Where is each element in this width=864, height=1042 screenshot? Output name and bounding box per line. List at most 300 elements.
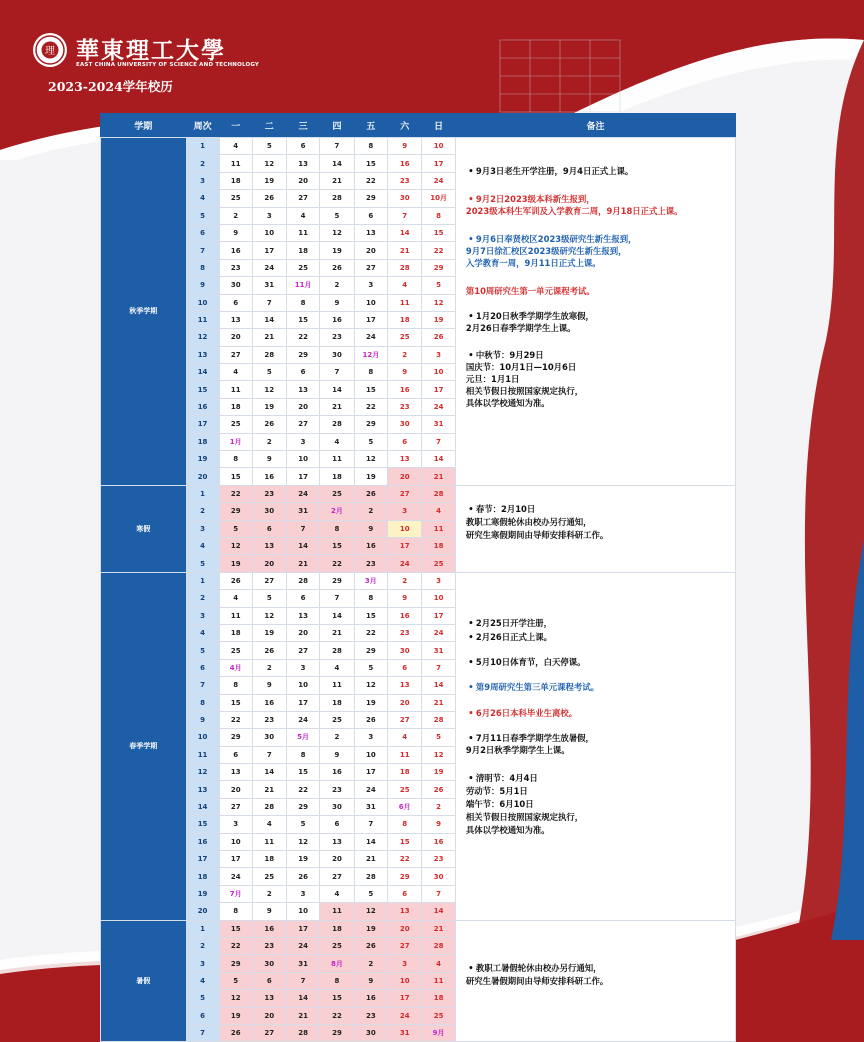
note-item: 2023级本科生军训及入学教育二周，9月18日正式上课。	[465, 206, 683, 216]
note-item: 具体以学校通知为准。	[465, 824, 550, 835]
date-cell: 24	[219, 868, 252, 885]
date-cell: 23	[252, 485, 286, 502]
date-cell: 15	[286, 311, 320, 328]
date-cell: 11	[422, 520, 456, 537]
date-cell: 25	[422, 1007, 456, 1024]
date-cell: 14	[286, 537, 320, 554]
date-cell: 6	[286, 590, 320, 607]
date-cell: 17	[422, 381, 456, 398]
header-fri: 五	[354, 113, 388, 138]
note-item: 第10周研究生第一单元课程考试。	[465, 286, 595, 296]
date-cell: 4	[320, 885, 354, 902]
date-cell: 26	[286, 868, 320, 885]
note-item: • 7月11日春季学期学生放暑假，	[468, 732, 594, 743]
date-cell: 4	[320, 433, 354, 450]
date-cell: 31	[286, 955, 320, 972]
date-cell: 25	[388, 781, 422, 798]
date-cell: 21	[252, 329, 286, 346]
date-cell: 10	[422, 364, 456, 381]
date-cell: 2	[320, 277, 354, 294]
date-cell: 14	[252, 764, 286, 781]
date-cell: 15	[219, 468, 252, 485]
date-cell: 30	[354, 1024, 388, 1041]
date-cell: 8	[286, 294, 320, 311]
date-cell: 30	[252, 955, 286, 972]
note-item: 9月2日秋季学期学生上课。	[465, 744, 570, 755]
term-label: 春季学期	[101, 572, 187, 920]
date-cell: 7	[422, 659, 456, 676]
note-item: • 9月3日老生开学注册，9月4日正式上课。	[468, 166, 634, 176]
week-number: 17	[186, 851, 219, 868]
date-cell: 11	[252, 833, 286, 850]
week-number: 16	[186, 398, 219, 415]
note-item: • 2月26日正式上课。	[468, 631, 552, 642]
date-cell: 17	[422, 155, 456, 172]
date-cell: 4	[422, 955, 456, 972]
date-cell: 19	[422, 764, 456, 781]
date-cell: 11	[219, 155, 252, 172]
date-cell: 4	[252, 816, 286, 833]
date-cell: 29	[422, 259, 456, 276]
date-cell: 24	[388, 1007, 422, 1024]
date-cell: 23	[354, 555, 388, 572]
date-cell: 16	[252, 468, 286, 485]
date-cell: 4	[219, 364, 252, 381]
date-cell: 22	[422, 242, 456, 259]
date-cell: 12	[219, 990, 252, 1007]
date-cell: 19	[354, 694, 388, 711]
date-cell: 24	[422, 624, 456, 641]
date-cell: 4	[219, 138, 252, 155]
university-seal-icon	[32, 32, 68, 68]
date-cell: 4	[422, 503, 456, 520]
date-cell: 26	[320, 259, 354, 276]
week-number: 8	[186, 694, 219, 711]
date-cell: 25	[320, 485, 354, 502]
date-cell: 8	[422, 207, 456, 224]
date-cell: 27	[219, 346, 252, 363]
date-cell: 11	[320, 451, 354, 468]
notes-cell	[455, 920, 735, 1042]
date-cell: 17	[354, 311, 388, 328]
week-number: 4	[186, 624, 219, 641]
date-cell: 18	[388, 311, 422, 328]
date-cell: 10	[286, 451, 320, 468]
note-item: • 1月20日秋季学期学生放寒假，	[468, 311, 594, 321]
date-cell: 10	[354, 746, 388, 763]
note-item: • 9月6日奉贤校区2023级研究生新生报到，	[468, 234, 637, 244]
header-tue: 二	[252, 113, 286, 138]
date-cell: 12	[354, 677, 388, 694]
date-cell: 7	[252, 746, 286, 763]
university-name-cn: 華東理工大學	[76, 37, 226, 64]
date-cell: 17	[388, 990, 422, 1007]
date-cell: 21	[320, 624, 354, 641]
date-cell: 21	[354, 851, 388, 868]
week-number: 1	[186, 485, 219, 502]
date-cell: 14	[422, 677, 456, 694]
date-cell: 13	[388, 677, 422, 694]
week-number: 16	[186, 833, 219, 850]
date-cell: 20	[354, 242, 388, 259]
note-item: 2月26日春季学期学生上课。	[465, 323, 576, 333]
date-cell: 2	[354, 503, 388, 520]
date-cell: 25	[286, 259, 320, 276]
date-cell: 18	[219, 624, 252, 641]
week-number: 2	[186, 590, 219, 607]
date-cell: 17	[388, 537, 422, 554]
date-cell: 9	[320, 294, 354, 311]
date-cell: 6	[388, 885, 422, 902]
date-cell: 3	[219, 816, 252, 833]
date-cell: 21	[320, 172, 354, 189]
date-cell: 7	[252, 294, 286, 311]
date-cell: 25	[252, 868, 286, 885]
date-cell: 26	[422, 781, 456, 798]
date-cell: 13	[388, 451, 422, 468]
date-cell: 13	[286, 155, 320, 172]
date-cell: 26	[422, 329, 456, 346]
date-cell: 27	[286, 190, 320, 207]
date-cell: 23	[388, 172, 422, 189]
date-cell: 13	[286, 381, 320, 398]
date-cell: 7	[320, 364, 354, 381]
date-cell: 3月	[354, 572, 388, 589]
date-cell: 28	[354, 868, 388, 885]
date-cell: 26	[354, 485, 388, 502]
date-cell: 27	[286, 416, 320, 433]
date-cell: 7	[388, 207, 422, 224]
date-cell: 25	[320, 937, 354, 954]
date-cell: 18	[422, 537, 456, 554]
date-cell: 24	[286, 485, 320, 502]
svg-text:理: 理	[45, 46, 55, 57]
table-row	[101, 485, 736, 502]
date-cell: 22	[354, 398, 388, 415]
date-cell: 9	[354, 972, 388, 989]
note-item: • 教职工暑假轮休由校办另行通知，	[468, 962, 602, 973]
date-cell: 30	[320, 798, 354, 815]
date-cell: 5	[252, 364, 286, 381]
date-cell: 21	[252, 781, 286, 798]
date-cell: 30	[388, 190, 422, 207]
date-cell: 3	[388, 503, 422, 520]
date-cell: 13	[219, 764, 252, 781]
date-cell: 20	[219, 329, 252, 346]
date-cell: 28	[252, 798, 286, 815]
date-cell: 23	[252, 711, 286, 728]
notes-summer	[456, 921, 735, 1029]
date-cell: 3	[286, 433, 320, 450]
week-number: 9	[186, 277, 219, 294]
notes-cell	[455, 138, 735, 486]
date-cell: 21	[286, 555, 320, 572]
calendar-title: 2023-2024学年校历	[48, 79, 173, 94]
calendar-table	[100, 113, 736, 1042]
date-cell: 20	[388, 694, 422, 711]
date-cell: 5	[252, 138, 286, 155]
header-sat: 六	[388, 113, 422, 138]
week-number: 10	[186, 294, 219, 311]
date-cell: 2	[219, 207, 252, 224]
date-cell: 14	[286, 990, 320, 1007]
date-cell: 23	[388, 398, 422, 415]
date-cell: 20	[252, 1007, 286, 1024]
date-cell: 11月	[286, 277, 320, 294]
calendar-table-frame	[100, 113, 736, 1038]
date-cell: 2	[320, 729, 354, 746]
date-cell: 3	[286, 885, 320, 902]
date-cell: 21	[320, 398, 354, 415]
week-number: 6	[186, 224, 219, 241]
note-item: • 5月10日体育节，白天停课。	[468, 656, 586, 667]
week-number: 3	[186, 607, 219, 624]
date-cell: 20	[286, 398, 320, 415]
term-label: 秋季学期	[101, 138, 187, 486]
note-item: 相关节假日按照国家规定执行，	[465, 811, 584, 822]
date-cell: 28	[252, 346, 286, 363]
date-cell: 3	[388, 955, 422, 972]
date-cell: 4月	[219, 659, 252, 676]
date-cell: 11	[422, 972, 456, 989]
date-cell: 5	[354, 885, 388, 902]
week-number: 1	[186, 138, 219, 155]
date-cell: 23	[252, 937, 286, 954]
date-cell: 30	[252, 729, 286, 746]
week-number: 1	[186, 920, 219, 937]
date-cell: 10	[354, 294, 388, 311]
date-cell: 24	[388, 555, 422, 572]
date-cell: 22	[320, 555, 354, 572]
date-cell: 18	[219, 398, 252, 415]
date-cell: 21	[422, 694, 456, 711]
date-cell: 26	[252, 416, 286, 433]
date-cell: 18	[388, 764, 422, 781]
date-cell: 27	[286, 642, 320, 659]
week-number: 6	[186, 1007, 219, 1024]
week-number: 20	[186, 903, 219, 920]
date-cell: 31	[388, 1024, 422, 1041]
date-cell: 2	[388, 346, 422, 363]
date-cell: 7	[286, 972, 320, 989]
date-cell: 24	[354, 329, 388, 346]
date-cell: 3	[286, 659, 320, 676]
date-cell: 5	[354, 433, 388, 450]
date-cell: 11	[388, 294, 422, 311]
date-cell: 15	[286, 764, 320, 781]
date-cell: 11	[219, 381, 252, 398]
term-label: 寒假	[101, 485, 187, 572]
date-cell: 18	[252, 851, 286, 868]
notes-cell	[455, 572, 735, 920]
date-cell: 11	[286, 224, 320, 241]
date-cell: 11	[320, 677, 354, 694]
date-cell: 27	[388, 711, 422, 728]
date-cell: 13	[252, 990, 286, 1007]
week-number: 14	[186, 798, 219, 815]
date-cell: 16	[388, 381, 422, 398]
note-item: 具体以学校通知为准。	[465, 398, 550, 408]
date-cell: 6	[252, 520, 286, 537]
date-cell: 29	[286, 798, 320, 815]
date-cell: 30	[388, 416, 422, 433]
date-cell: 6	[252, 972, 286, 989]
date-cell: 12	[320, 224, 354, 241]
header-week: 周次	[186, 113, 219, 138]
date-cell: 4	[388, 277, 422, 294]
date-cell: 8	[320, 972, 354, 989]
date-cell: 8	[354, 138, 388, 155]
note-item: 研究生寒假期间由导师安排科研工作。	[465, 529, 609, 540]
date-cell: 19	[286, 851, 320, 868]
date-cell: 11	[388, 746, 422, 763]
date-cell: 27	[252, 572, 286, 589]
date-cell: 22	[219, 485, 252, 502]
date-cell: 19	[219, 1007, 252, 1024]
date-cell: 21	[422, 920, 456, 937]
date-cell: 16	[354, 537, 388, 554]
date-cell: 8	[219, 903, 252, 920]
date-cell: 15	[354, 155, 388, 172]
week-number: 6	[186, 659, 219, 676]
date-cell: 26	[219, 572, 252, 589]
date-cell: 22	[219, 711, 252, 728]
date-cell: 31	[286, 503, 320, 520]
note-item: 劳动节：5月1日	[465, 785, 528, 796]
date-cell: 20	[252, 555, 286, 572]
date-cell: 16	[252, 920, 286, 937]
date-cell: 16	[354, 990, 388, 1007]
date-cell: 22	[286, 781, 320, 798]
date-cell: 12	[422, 746, 456, 763]
date-cell: 4	[320, 659, 354, 676]
date-cell: 10	[286, 903, 320, 920]
date-cell: 23	[320, 781, 354, 798]
date-cell: 9	[388, 364, 422, 381]
header-wed: 三	[286, 113, 320, 138]
date-cell: 16	[422, 833, 456, 850]
date-cell: 27	[252, 1024, 286, 1041]
date-cell: 26	[219, 1024, 252, 1041]
note-item: • 中秋节：9月29日	[468, 350, 544, 360]
date-cell: 11	[219, 607, 252, 624]
date-cell: 8	[219, 451, 252, 468]
date-cell: 17	[354, 764, 388, 781]
date-cell: 3	[354, 729, 388, 746]
date-cell: 19	[252, 398, 286, 415]
date-cell: 1月	[219, 433, 252, 450]
notes-spring	[456, 573, 735, 880]
date-cell: 6	[354, 207, 388, 224]
date-cell: 8	[219, 677, 252, 694]
right-decoration	[736, 40, 864, 940]
date-cell: 29	[286, 346, 320, 363]
week-number: 11	[186, 746, 219, 763]
date-cell: 30	[252, 503, 286, 520]
date-cell: 13	[388, 903, 422, 920]
date-cell: 13	[354, 224, 388, 241]
date-cell: 14	[422, 451, 456, 468]
date-cell: 20	[286, 624, 320, 641]
date-cell: 9	[422, 816, 456, 833]
date-cell: 24	[422, 172, 456, 189]
date-cell: 28	[320, 642, 354, 659]
date-cell: 16	[320, 764, 354, 781]
week-number: 2	[186, 155, 219, 172]
date-cell: 27	[219, 798, 252, 815]
date-cell: 15	[354, 607, 388, 624]
date-cell: 7	[422, 885, 456, 902]
date-cell: 16	[252, 694, 286, 711]
date-cell: 24	[252, 259, 286, 276]
date-cell: 29	[354, 642, 388, 659]
date-cell: 6	[219, 294, 252, 311]
note-item: 相关节假日按照国家规定执行，	[465, 386, 584, 396]
date-cell: 16	[219, 242, 252, 259]
date-cell: 3	[354, 277, 388, 294]
date-cell: 25	[219, 190, 252, 207]
date-cell: 28	[388, 259, 422, 276]
date-cell: 29	[354, 190, 388, 207]
note-item: • 9月2日2023级本科新生报到，	[468, 194, 595, 204]
date-cell: 14	[252, 311, 286, 328]
date-cell: 12	[354, 903, 388, 920]
date-cell: 20	[286, 172, 320, 189]
date-cell: 9	[252, 451, 286, 468]
date-cell: 18	[286, 242, 320, 259]
week-number: 3	[186, 955, 219, 972]
note-item: • 清明节：4月4日	[468, 772, 538, 783]
header-notes: 备注	[455, 113, 735, 138]
date-cell: 26	[252, 642, 286, 659]
header-sun: 日	[422, 113, 456, 138]
date-cell: 29	[219, 955, 252, 972]
note-item: 9月7日徐汇校区2023级研究生新生报到，	[465, 246, 627, 256]
date-cell: 30	[388, 642, 422, 659]
date-cell: 8	[320, 520, 354, 537]
date-cell: 2月	[320, 503, 354, 520]
date-cell: 4	[219, 590, 252, 607]
date-cell: 27	[354, 259, 388, 276]
date-cell: 17	[252, 242, 286, 259]
date-cell: 22	[286, 329, 320, 346]
date-cell: 26	[354, 711, 388, 728]
date-cell: 24	[286, 937, 320, 954]
date-cell: 30	[422, 868, 456, 885]
date-cell: 25	[422, 555, 456, 572]
week-number: 10	[186, 729, 219, 746]
date-cell: 2	[252, 433, 286, 450]
notes-cell	[455, 485, 735, 572]
week-number: 3	[186, 172, 219, 189]
date-cell: 14	[388, 224, 422, 241]
date-cell: 29	[219, 503, 252, 520]
date-cell: 29	[388, 868, 422, 885]
date-cell: 22	[320, 1007, 354, 1024]
date-cell: 18	[320, 694, 354, 711]
week-number: 5	[186, 990, 219, 1007]
week-number: 5	[186, 207, 219, 224]
date-cell: 12	[252, 607, 286, 624]
date-cell: 10	[286, 677, 320, 694]
date-cell: 8	[388, 816, 422, 833]
date-cell: 30	[219, 277, 252, 294]
date-cell: 9	[252, 903, 286, 920]
notes-autumn	[456, 138, 735, 445]
week-number: 20	[186, 468, 219, 485]
date-cell: 14	[320, 381, 354, 398]
date-cell: 5	[219, 520, 252, 537]
